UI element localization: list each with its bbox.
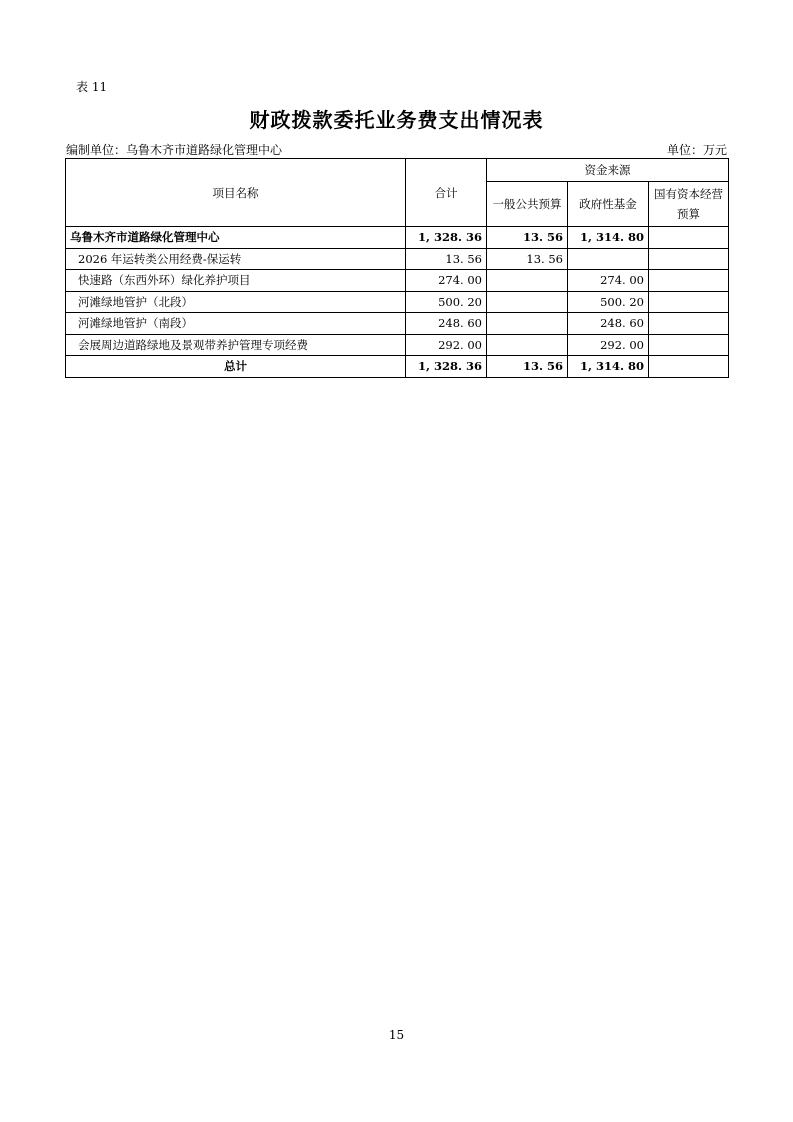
header-gov-fund: 政府性基金 [568,182,649,227]
total-general: 13. 56 [487,356,568,378]
cell-name: 河滩绿地管护（南段） [66,313,406,335]
cell-gov-fund: 274. 00 [568,270,649,292]
cell-general [487,291,568,313]
compiling-unit: 编制单位：乌鲁木齐市道路绿化管理中心 [66,143,283,157]
total-state [649,356,729,378]
cell-total: 13. 56 [406,248,487,270]
page-number: 15 [388,1028,405,1042]
cell-general: 13. 56 [487,227,568,249]
cell-total: 500. 20 [406,291,487,313]
cell-total: 1, 328. 36 [406,227,487,249]
cell-state [649,313,729,335]
cell-name: 会展周边道路绿地及景观带养护管理专项经费 [66,334,406,356]
total-sum: 1, 328. 36 [406,356,487,378]
total-row [66,356,729,378]
cell-name: 河滩绿地管护（北段） [66,291,406,313]
cell-general [487,334,568,356]
cell-name: 2026 年运转类公用经费-保运转 [66,248,406,270]
header-state-capital-line1: 国有资本经营 [654,187,723,201]
expenditure-table [65,158,729,378]
page-title: 财政拨款委托业务费支出情况表 [249,108,544,132]
cell-total: 248. 60 [406,313,487,335]
total-label: 总计 [66,356,406,378]
cell-general: 13. 56 [487,248,568,270]
table-row [66,270,729,292]
cell-total: 274. 00 [406,270,487,292]
cell-state [649,227,729,249]
cell-state [649,334,729,356]
cell-gov-fund [568,248,649,270]
header-state-capital [649,182,729,227]
cell-state [649,270,729,292]
header-general-budget: 一般公共预算 [487,182,568,227]
cell-gov-fund: 1, 314. 80 [568,227,649,249]
cell-state [649,248,729,270]
cell-general [487,270,568,292]
table-row [66,291,729,313]
header-fund-source: 资金来源 [487,159,729,182]
header-total: 合计 [406,159,487,227]
cell-total: 292. 00 [406,334,487,356]
unit-label: 单位：万元 [666,143,727,157]
cell-gov-fund: 248. 60 [568,313,649,335]
table-row [66,248,729,270]
table-row [66,313,729,335]
cell-state [649,291,729,313]
table-row [66,334,729,356]
table-row [66,227,729,249]
cell-gov-fund: 292. 00 [568,334,649,356]
header-item-name: 项目名称 [66,159,406,227]
cell-name: 乌鲁木齐市道路绿化管理中心 [66,227,406,249]
cell-name: 快速路（东西外环）绿化养护项目 [66,270,406,292]
table-number: 表 11 [76,80,108,94]
cell-general [487,313,568,335]
total-gov-fund: 1, 314. 80 [568,356,649,378]
cell-gov-fund: 500. 20 [568,291,649,313]
header-state-capital-line2: 预算 [677,207,700,221]
